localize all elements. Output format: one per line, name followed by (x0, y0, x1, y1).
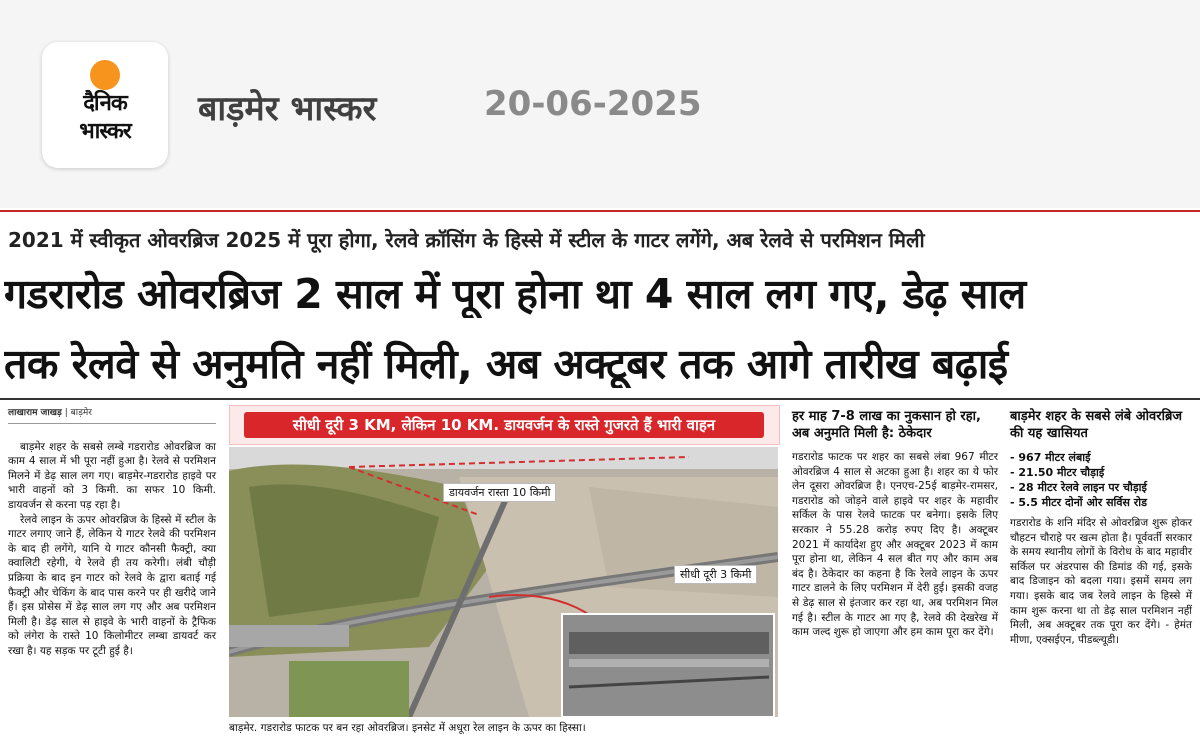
feature-item: - 967 मीटर लंबाई (1010, 451, 1091, 464)
logo-text-line2: भास्कर (79, 119, 131, 144)
article-column-3 (792, 408, 998, 640)
headline-line1: गडरारोड ओवरब्रिज 2 साल में पूरा होना था 4 साल लग गए, डेढ़ साल (4, 270, 1026, 318)
article-column-4 (1010, 408, 1192, 647)
direct-distance-tag: सीधी दूरी 3 किमी (674, 565, 757, 584)
feature-item: - 28 मीटर रेलवे लाइन पर चौड़ाई (1010, 481, 1147, 494)
headline-rule (0, 398, 1200, 400)
feature-item: - 21.50 मीटर चौड़ाई (1010, 466, 1105, 479)
body-paragraph: गडरारोड के शनि मंदिर से ओवरब्रिज शुरू होकर चौहटन चौराहे पर खत्म होता है। पूर्ववर्ती सरकार के समय स्थानीय लोगों के विरोध के बाद महावीर सर्किल पर अंडरपास की डिमांड की गई, इसके बाद डिजाइन को बदला गया। इसमें समय लग गया। इसके बाद जब रेलवे लाइन के हिस्से में काम शुरू करना था तो डेढ़ साल परमिशन नहीं मिली, अब अक्टूबर तक पूरा कर देंगे। - हेमंत मीणा, एक्सईएन, पीडब्ल्यूडी। (1010, 517, 1192, 646)
logo-text-line1: दैनिक (83, 91, 127, 116)
features-list (1010, 450, 1192, 510)
article-column-1 (8, 406, 216, 659)
dainik-bhaskar-logo[interactable] (42, 42, 168, 168)
body-paragraph: बाड़मेर शहर के सबसे लम्बे गडरारोड ओवरब्रिज का काम 4 साल में भी पूरा नहीं हुआ है। रेलवे से परमिशन मिलने में डेढ़ साल लग गए। बाड़मेर-गडरारोड हाइवे पर भारी वाहनों को 3 किमी. का सफर 10 किमी. डायवर्जन से करना पड़ रहा है। (8, 440, 216, 511)
contractor-heading: हर माह 7-8 लाख का नुकसान हो रहा, अब अनुमति मिली है: ठेकेदार (792, 409, 981, 441)
photo-banner (229, 405, 780, 445)
sun-icon (90, 60, 120, 90)
photo-banner-text: सीधी दूरी 3 KM, लेकिन 10 KM. डायवर्जन के रास्ते गुजरते हैं भारी वाहन (244, 412, 764, 438)
diversion-route-tag: डायवर्जन रास्ता 10 किमी (443, 483, 556, 502)
byline: लाखाराम जाखड़ | बाड़मेर (8, 406, 216, 424)
edition-date: 20-06-2025 (484, 84, 702, 124)
byline-place: बाड़मेर (70, 408, 92, 418)
body-paragraph: रेलवे लाइन के ऊपर ओवरब्रिज के हिस्से में स्टील के गाटर लगाए जाने हैं, लेकिन ये गाटर रेलवे की परमिशन के बाद ही लगेंगे, यानि ये गाटर कौनसी फैक्ट्री, क्या क्वालिटी रहेगी, ये रेलवे ही तय करेगी। लंबी चौड़ी प्रक्रिया के बाद इन गाटर को रेलवे के द्वारा बताई गई फैक्ट्री और चेकिंग के बाद पास करने पर ही खरीदे जाने हैं। इस प्रोसेस में डेढ़ साल लग गए और अब परमिशन मिली है। डेढ़ साल से हाइवे के भारी वाहनों के ट्रैफिक को लंगेरा के रास्ते 10 किलोमीटर लम्बा डायवर्ट कर रखा है। यह सड़क पर टूटी हुई है। (8, 513, 216, 657)
body-paragraph: गडरारोड फाटक पर शहर का सबसे लंबा 967 मीटर ओवरब्रिज 4 साल से अटका हुआ है। शहर का ये फोर लेन दूसरा ओवरब्रिज है। एनएच-25ई बाड़मेर-रामसर, गडरारोड को जोड़ने वाले हाइवे पर शहर के महावीर सर्किल के पास रेलवे फाटक पर बनेगा। इसके लिए सरकार ने 55.28 करोड़ रुपए दिए है। अक्टूबर 2021 में कार्यादेश हुए और अक्टूबर 2023 में काम पूरा होना था, लेकिन 4 सल बीत गए और काम अब बंद है। ठेकेदार का कहना है कि रेलवे लाइन के ऊपर गाटर डालने के लिए परमिशन में देरी हुई। इसकी वजह से डेढ़ साल से इंतजार कर रहा था, अब परमिशन मिल गई है। स्टील के गाटर आ गए है, रेलवे की देखरेख में काम जल्द शुरू हो जाएगा और हम काम पूरा कर देंगे। (792, 451, 998, 639)
photo-caption: बाड़मेर. गडरारोड फाटक पर बन रहा ओवरब्रिज। इनसेट में अधूरा रेल लाइन के ऊपर का हिस्सा। (229, 722, 586, 734)
headline-line2: तक रेलवे से अनुमति नहीं मिली, अब अक्टूबर तक आगे तारीख बढ़ाई (4, 340, 1008, 388)
features-heading: बाड़मेर शहर के सबसे लंबे ओवरब्रिज की यह खासियत (1010, 409, 1183, 441)
top-rule (0, 210, 1200, 212)
byline-name: लाखाराम जाखड़ (8, 408, 62, 418)
article-kicker: 2021 में स्वीकृत ओवरब्रिज 2025 में पूरा होगा, रेलवे क्रॉसिंग के हिस्से में स्टील के गाटर लगेंगे, अब रेलवे से परमिशन मिली (8, 228, 925, 252)
edition-title: बाड़मेर भास्कर (198, 89, 377, 129)
feature-item: - 5.5 मीटर दोनों ओर सर्विस रोड (1010, 496, 1147, 509)
aerial-photo[interactable] (229, 447, 778, 717)
